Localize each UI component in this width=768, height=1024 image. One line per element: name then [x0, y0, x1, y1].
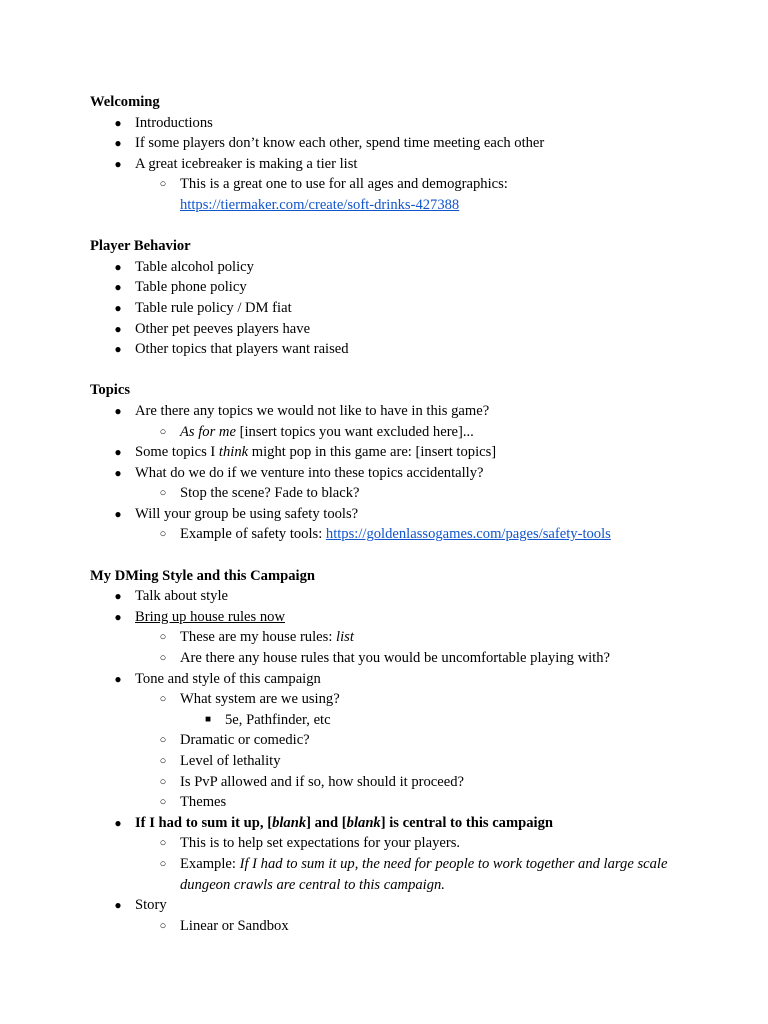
list-item: ● Other pet peeves players have [90, 319, 690, 340]
bullet-disc-icon: ● [114, 898, 122, 913]
list-item: ○ This is to help set expectations for your players. [135, 833, 690, 854]
bullet-disc-icon: ● [114, 815, 122, 830]
list-item: ○ Are there any house rules that you would be uncomfortable playing with? [135, 648, 690, 669]
list-item: ○ Dramatic or comedic? [135, 730, 690, 751]
bullet-disc-icon: ● [114, 136, 122, 151]
bullet-disc-icon: ● [114, 156, 122, 171]
list-item: ● What do we do if we venture into these topics accidentally? ○ Stop the scene? Fade to black? [90, 463, 690, 504]
bullet-disc-icon: ● [114, 609, 122, 624]
list-item: ● If some players don’t know each other, spend time meeting each other [90, 133, 690, 154]
list-item: ○ Example: If I had to sum it up, the need for people to work together and large scale dungeon crawls are central to this campaign. [135, 854, 690, 895]
section-heading-welcoming: Welcoming [90, 94, 160, 110]
bullet-disc-icon: ● [114, 259, 122, 274]
list-item: ● Table alcohol policy [90, 257, 690, 278]
style-list [90, 586, 690, 936]
list-item: ○ Is PvP allowed and if so, how should it proceed? [135, 772, 690, 793]
bullet-disc-icon: ● [114, 342, 122, 357]
section-heading-topics: Topics [90, 382, 131, 399]
bullet-square-icon: ■ [204, 713, 212, 725]
list-item: ○ This is a great one to use for all ages and demographics: https://tiermaker.com/create/soft-drinks-427388 [135, 174, 690, 215]
list-item: ● Are there any topics we would not like to have in this game? ○ As for me [insert topics you want excluded here]... [90, 401, 690, 442]
section-heading-player-behavior: Player Behavior [90, 238, 191, 255]
list-item: ○ Linear or Sandbox [135, 916, 690, 937]
bullet-circle-icon: ○ [159, 755, 167, 767]
bullet-disc-icon: ● [114, 506, 122, 521]
list-item: ○ As for me [insert topics you want excluded here]... [135, 422, 690, 443]
welcoming-list [90, 113, 690, 216]
list-item: ● A great icebreaker is making a tier list ○ This is a great one to use for all ages and demographics: https://tiermaker.com/create/soft-drinks-427388 [90, 154, 690, 216]
list-item: ○ Themes [135, 792, 690, 813]
bullet-circle-icon: ○ [159, 487, 167, 500]
list-item: ● Table rule policy / DM fiat [90, 298, 690, 319]
bullet-circle-icon: ○ [159, 796, 167, 809]
list-item: ○ Stop the scene? Fade to black? [135, 483, 690, 504]
bullet-circle-icon: ○ [159, 425, 167, 438]
list-item: ● Some topics I think might pop in this game are: [insert topics] [90, 442, 690, 463]
list-item: ● Bring up house rules now ○ These are my house rules: list ○ Are there any house rules that you would be uncomfortable playing with? [90, 607, 690, 669]
bullet-circle-icon: ○ [159, 919, 167, 932]
bullet-disc-icon: ● [114, 300, 122, 315]
bullet-circle-icon: ○ [159, 528, 167, 541]
document-page [90, 92, 690, 936]
bullet-circle-icon: ○ [159, 652, 167, 665]
list-item: ○ Example of safety tools: https://goldenlassogames.com/pages/safety-tools [135, 524, 690, 545]
section-heading-dming-style: My DMing Style and this Campaign [90, 567, 316, 584]
bullet-disc-icon: ● [114, 465, 122, 480]
safety-tools-link[interactable]: https://goldenlassogames.com/pages/safety-tools [325, 526, 611, 543]
list-item: ● Tone and style of this campaign ○ What system are we using? ■ 5e, Pathfinder, etc ○ Dramatic or comedic? ○ Level of lethality ○ Is PvP allowed and if so, how should it proceed? ○ Themes [90, 669, 690, 813]
bullet-circle-icon: ○ [159, 178, 167, 191]
list-item: ● If I had to sum it up, [blank] and [blank] is central to this campaign ○ This is to help set expectations for your players. ○ Example: If I had to sum it up, the need for people to work together and large scale dungeon crawls are central to this campaign. [90, 813, 690, 895]
list-item: ● Story ○ Linear or Sandbox [90, 895, 690, 936]
behavior-list [90, 257, 690, 360]
bullet-disc-icon: ● [114, 403, 122, 418]
bullet-circle-icon: ○ [159, 693, 167, 706]
bullet-disc-icon: ● [114, 280, 122, 295]
bullet-disc-icon: ● [114, 445, 122, 460]
list-item: ■ 5e, Pathfinder, etc [180, 710, 690, 731]
bullet-circle-icon: ○ [159, 734, 167, 747]
list-item: ○ These are my house rules: list [135, 627, 690, 648]
list-item: ○ Level of lethality [135, 751, 690, 772]
list-item: ○ What system are we using? ■ 5e, Pathfinder, etc [135, 689, 690, 730]
list-item: ● Other topics that players want raised [90, 339, 690, 360]
bullet-circle-icon: ○ [159, 837, 167, 850]
list-item: ● Table phone policy [90, 277, 690, 298]
list-item: ● Introductions [90, 113, 690, 134]
bullet-disc-icon: ● [114, 671, 122, 686]
bullet-circle-icon: ○ [159, 857, 167, 870]
bullet-disc-icon: ● [114, 321, 122, 336]
bullet-circle-icon: ○ [159, 775, 167, 788]
bullet-circle-icon: ○ [159, 631, 167, 644]
list-item: ● Will your group be using safety tools? ○ Example of safety tools: https://goldenlassogames.com/pages/safety-tools [90, 504, 690, 545]
bullet-disc-icon: ● [114, 115, 122, 130]
bullet-disc-icon: ● [114, 589, 122, 604]
topics-list [90, 401, 690, 545]
list-item: ● Talk about style [90, 586, 690, 607]
tiermaker-link[interactable]: https://tiermaker.com/create/soft-drinks-427388 [180, 196, 460, 213]
